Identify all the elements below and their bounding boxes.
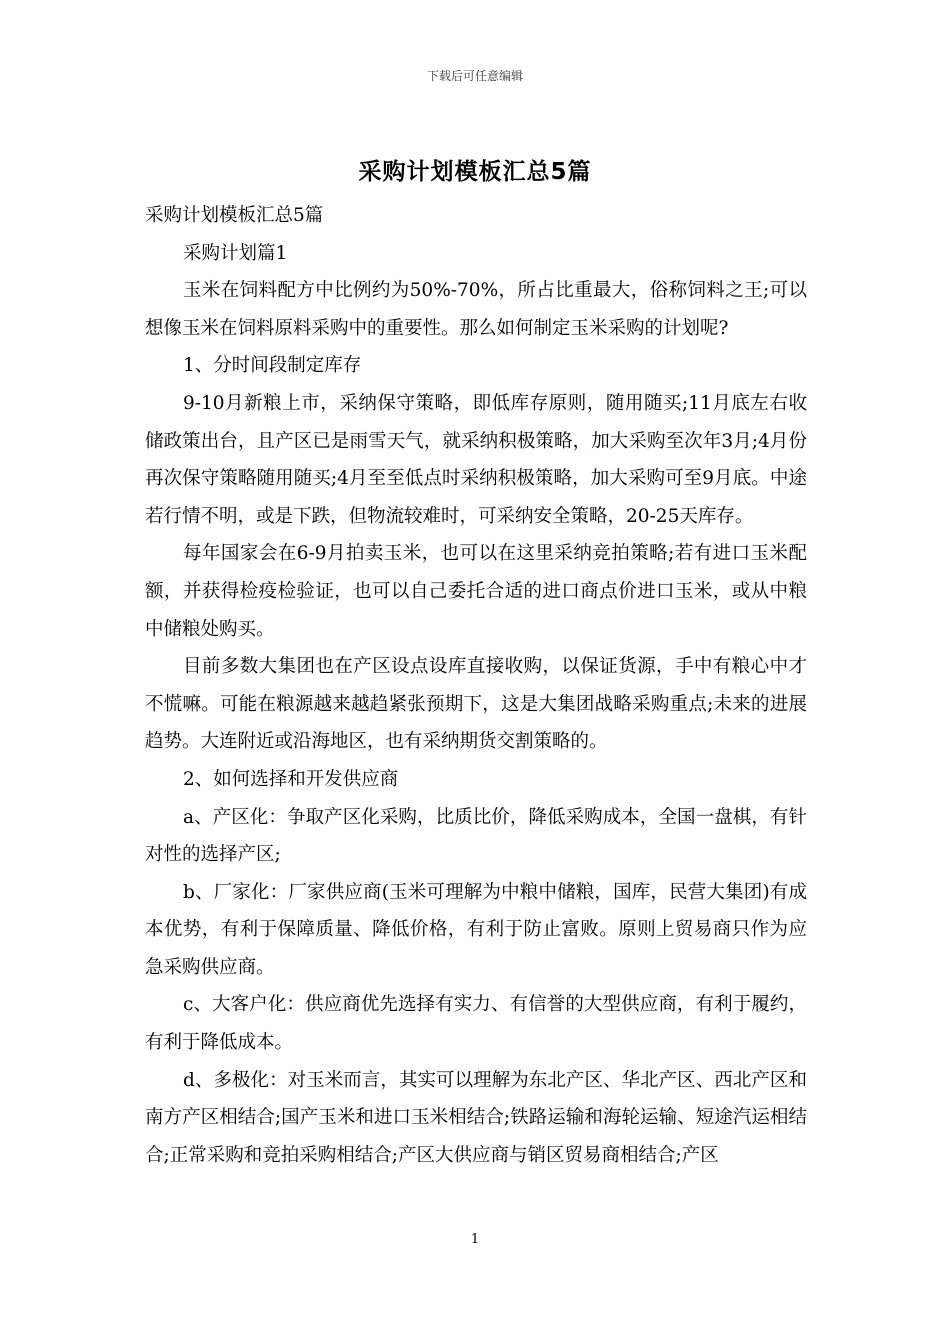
section-heading: 2、如何选择和开发供应商 bbox=[183, 768, 399, 790]
paragraph: 玉米在饲料配方中比例约为50%-70%，所占比重最大，俗称饲料之王;可以想像玉米在饲料原料采购中的重要性。那么如何制定玉米采购的计划呢? bbox=[145, 280, 807, 339]
paragraph: b、厂家化：厂家供应商(玉米可理解为中粮中储粮，国库，民营大集团)有成本优势，有利于保障质量、降低价格，有利于防止富败。原则上贸易商只作为应急采购供应商。 bbox=[145, 881, 807, 978]
subtitle-line: 采购计划模板汇总5篇 bbox=[145, 205, 324, 226]
paragraph: d、多极化：对玉米而言，其实可以理解为东北产区、华北产区、西北产区和南方产区相结合;国产玉米和进口玉米相结合;铁路运输和海轮运输、短途汽运相结合;正常采购和竞拍采购相结合;产区大供应商与销区贸易商相结合;产区 bbox=[145, 1069, 807, 1166]
document-title: 采购计划模板汇总5篇 bbox=[358, 159, 592, 185]
section-heading: 采购计划篇1 bbox=[183, 242, 288, 264]
paragraph: 每年国家会在6-9月拍卖玉米，也可以在这里采纳竞拍策略;若有进口玉米配额，并获得检疫检验证，也可以自己委托合适的进口商点价进口玉米，或从中粮中储粮处购买。 bbox=[145, 543, 807, 640]
paragraph: 9-10月新粮上市，采纳保守策略，即低库存原则，随用随买;11月底左右收储政策出台，且产区已是雨雪天气，就采纳积极策略，加大采购至次年3月;4月份再次保守策略随用随买;4月至至低点时采纳积极策略，加大采购可至9月底。中途若行情不明，或是下跌，但物流较难时，可采纳安全策略，20-25天库存。 bbox=[145, 392, 807, 527]
paragraph: 目前多数大集团也在产区设点设库直接收购，以保证货源，手中有粮心中才不慌嘛。可能在粮源越来越趋紧张预期下，这是大集团战略采购重点;未来的进展趋势。大连附近或沿海地区，也有采纳期货交割策略的。 bbox=[145, 656, 807, 753]
page-header: 下载后可任意编辑 bbox=[426, 69, 523, 83]
document-body bbox=[145, 197, 807, 1174]
paragraph: c、大客户化：供应商优先选择有实力、有信誉的大型供应商，有利于履约，有利于降低成本。 bbox=[145, 994, 807, 1054]
paragraph: a、产区化：争取产区化采购，比质比价，降低采购成本，全国一盘棋，有针对性的选择产区; bbox=[145, 806, 807, 866]
section-heading: 1、分时间段制定库存 bbox=[183, 355, 362, 377]
page-number: 1 bbox=[470, 1232, 480, 1247]
